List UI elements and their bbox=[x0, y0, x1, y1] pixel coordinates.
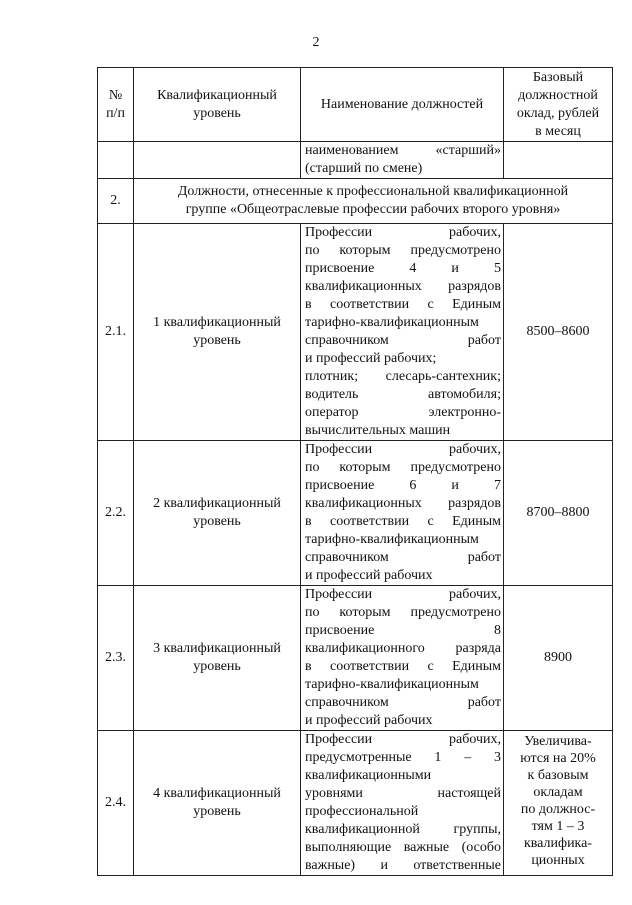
continuation-salary-cell bbox=[504, 142, 613, 179]
row-level-cell bbox=[134, 441, 301, 586]
level-line: уровень bbox=[193, 333, 241, 348]
group-num-cell: 2. bbox=[98, 179, 134, 224]
group-title-line: группе «Общеотраслевые профессии рабочих второго уровня» bbox=[185, 202, 561, 217]
row-name-cell bbox=[301, 441, 504, 586]
name-line: квалификационной группы, bbox=[305, 822, 501, 837]
row-level-cell bbox=[134, 731, 301, 876]
name-line: профессиональной bbox=[305, 804, 419, 819]
level-line: 2 квалификационный bbox=[153, 496, 281, 511]
row-salary-cell: 8700–8800 bbox=[504, 441, 613, 586]
name-line: и профессий рабочих bbox=[305, 568, 433, 583]
name-line: квалификационного разряда bbox=[305, 641, 501, 656]
row-num-cell: 2.4. bbox=[98, 731, 134, 876]
level-line: уровень bbox=[193, 659, 241, 674]
name-line: в соответствии с Единым bbox=[305, 514, 501, 529]
continuation-row bbox=[98, 142, 613, 179]
header-salary-line: Базовый bbox=[532, 70, 584, 85]
name-line: по которым предусмотрено bbox=[305, 605, 501, 620]
name-line: в соответствии с Единым bbox=[305, 659, 501, 674]
salary-line: к базовым bbox=[527, 768, 589, 783]
salary-line: ются на 20% bbox=[520, 751, 596, 766]
name-line: по которым предусмотрено bbox=[305, 460, 501, 475]
level-line: 4 квалификационный bbox=[153, 786, 281, 801]
salary-line: квалифика- bbox=[523, 836, 593, 851]
name-line: плотник; слесарь-сантехник; bbox=[305, 369, 501, 384]
group-title-line: Должности, отнесенные к профессиональной квалификационной bbox=[177, 184, 569, 199]
header-num-line: № bbox=[108, 87, 123, 103]
page-number: 2 bbox=[312, 35, 320, 50]
row-name-cell bbox=[301, 224, 504, 441]
level-line: уровень bbox=[193, 514, 241, 529]
row-num-cell: 2.2. bbox=[98, 441, 134, 586]
name-line: присвоение 4 и 5 bbox=[305, 261, 501, 276]
group-row bbox=[98, 179, 613, 224]
name-line: Профессии рабочих, bbox=[305, 442, 501, 457]
name-line: выполняющие важные (особо bbox=[305, 840, 501, 855]
name-line: вычислительных машин bbox=[305, 423, 451, 438]
name-line: тарифно-квалификационным bbox=[305, 315, 479, 330]
name-line: по которым предусмотрено bbox=[305, 243, 501, 258]
salary-line: тям 1 – 3 bbox=[531, 819, 585, 834]
name-line: (старший по смене) bbox=[305, 161, 423, 176]
level-line: 1 квалификационный bbox=[153, 315, 281, 330]
table-row bbox=[98, 441, 613, 586]
name-line: тарифно-квалификационным bbox=[305, 677, 479, 692]
table-row bbox=[98, 731, 613, 876]
header-num-cell bbox=[98, 68, 134, 142]
header-salary-line: оклад, рублей bbox=[516, 106, 600, 121]
header-name-cell: Наименование должностей bbox=[301, 68, 504, 142]
name-line: Профессии рабочих, bbox=[305, 587, 501, 602]
name-line: и профессий рабочих bbox=[305, 713, 433, 728]
name-line: водитель автомобиля; bbox=[305, 387, 501, 402]
header-level-line: Квалификационный bbox=[157, 87, 277, 103]
row-name-cell bbox=[301, 731, 504, 876]
name-line: квалификационных разрядов bbox=[305, 496, 501, 511]
continuation-num-cell bbox=[98, 142, 134, 179]
name-line: справочником работ bbox=[305, 550, 501, 565]
row-salary-cell: 8900 bbox=[504, 586, 613, 731]
name-line: оператор электронно- bbox=[305, 405, 501, 420]
continuation-name-cell bbox=[301, 142, 504, 179]
name-line: предусмотренные 1 – 3 bbox=[305, 750, 501, 765]
header-num-line: п/п bbox=[106, 105, 125, 121]
continuation-level-cell bbox=[134, 142, 301, 179]
salary-line: Увеличива- bbox=[524, 734, 592, 749]
name-line: справочником работ bbox=[305, 695, 501, 710]
name-line: квалификационными bbox=[305, 768, 432, 783]
table-row bbox=[98, 586, 613, 731]
name-line: уровнями настоящей bbox=[305, 786, 501, 801]
name-line: и профессий рабочих; bbox=[305, 351, 437, 366]
header-level-cell bbox=[134, 68, 301, 142]
level-line: уровень bbox=[193, 804, 241, 819]
name-line: справочником работ bbox=[305, 333, 501, 348]
header-salary-line: должностной bbox=[518, 88, 598, 103]
table-row bbox=[98, 224, 613, 441]
row-num-cell: 2.1. bbox=[98, 224, 134, 441]
name-line: наименованием «старший» bbox=[305, 143, 501, 158]
group-title-cell bbox=[134, 179, 613, 224]
row-salary-cell bbox=[504, 731, 613, 876]
name-line: квалификационных разрядов bbox=[305, 279, 501, 294]
name-line: присвоение 8 bbox=[305, 623, 501, 638]
header-salary-line: в месяц bbox=[535, 124, 581, 139]
salary-line: по должнос- bbox=[520, 802, 596, 817]
name-line: Профессии рабочих, bbox=[305, 732, 501, 747]
header-level-line: уровень bbox=[193, 105, 241, 121]
salary-line: ционных bbox=[531, 853, 585, 868]
row-level-cell bbox=[134, 224, 301, 441]
name-line: тарифно-квалификационным bbox=[305, 532, 479, 547]
salary-line: окладам bbox=[533, 785, 583, 800]
name-line: Профессии рабочих, bbox=[305, 225, 501, 240]
qualification-salary-table bbox=[97, 67, 613, 876]
row-level-cell bbox=[134, 586, 301, 731]
table-header-row bbox=[98, 68, 613, 142]
name-line: в соответствии с Единым bbox=[305, 297, 501, 312]
name-line: важные) и ответственные bbox=[305, 858, 501, 873]
row-name-cell bbox=[301, 586, 504, 731]
row-num-cell: 2.3. bbox=[98, 586, 134, 731]
name-line: присвоение 6 и 7 bbox=[305, 478, 501, 493]
level-line: 3 квалификационный bbox=[153, 641, 281, 656]
header-salary-cell bbox=[504, 68, 613, 142]
row-salary-cell: 8500–8600 bbox=[504, 224, 613, 441]
